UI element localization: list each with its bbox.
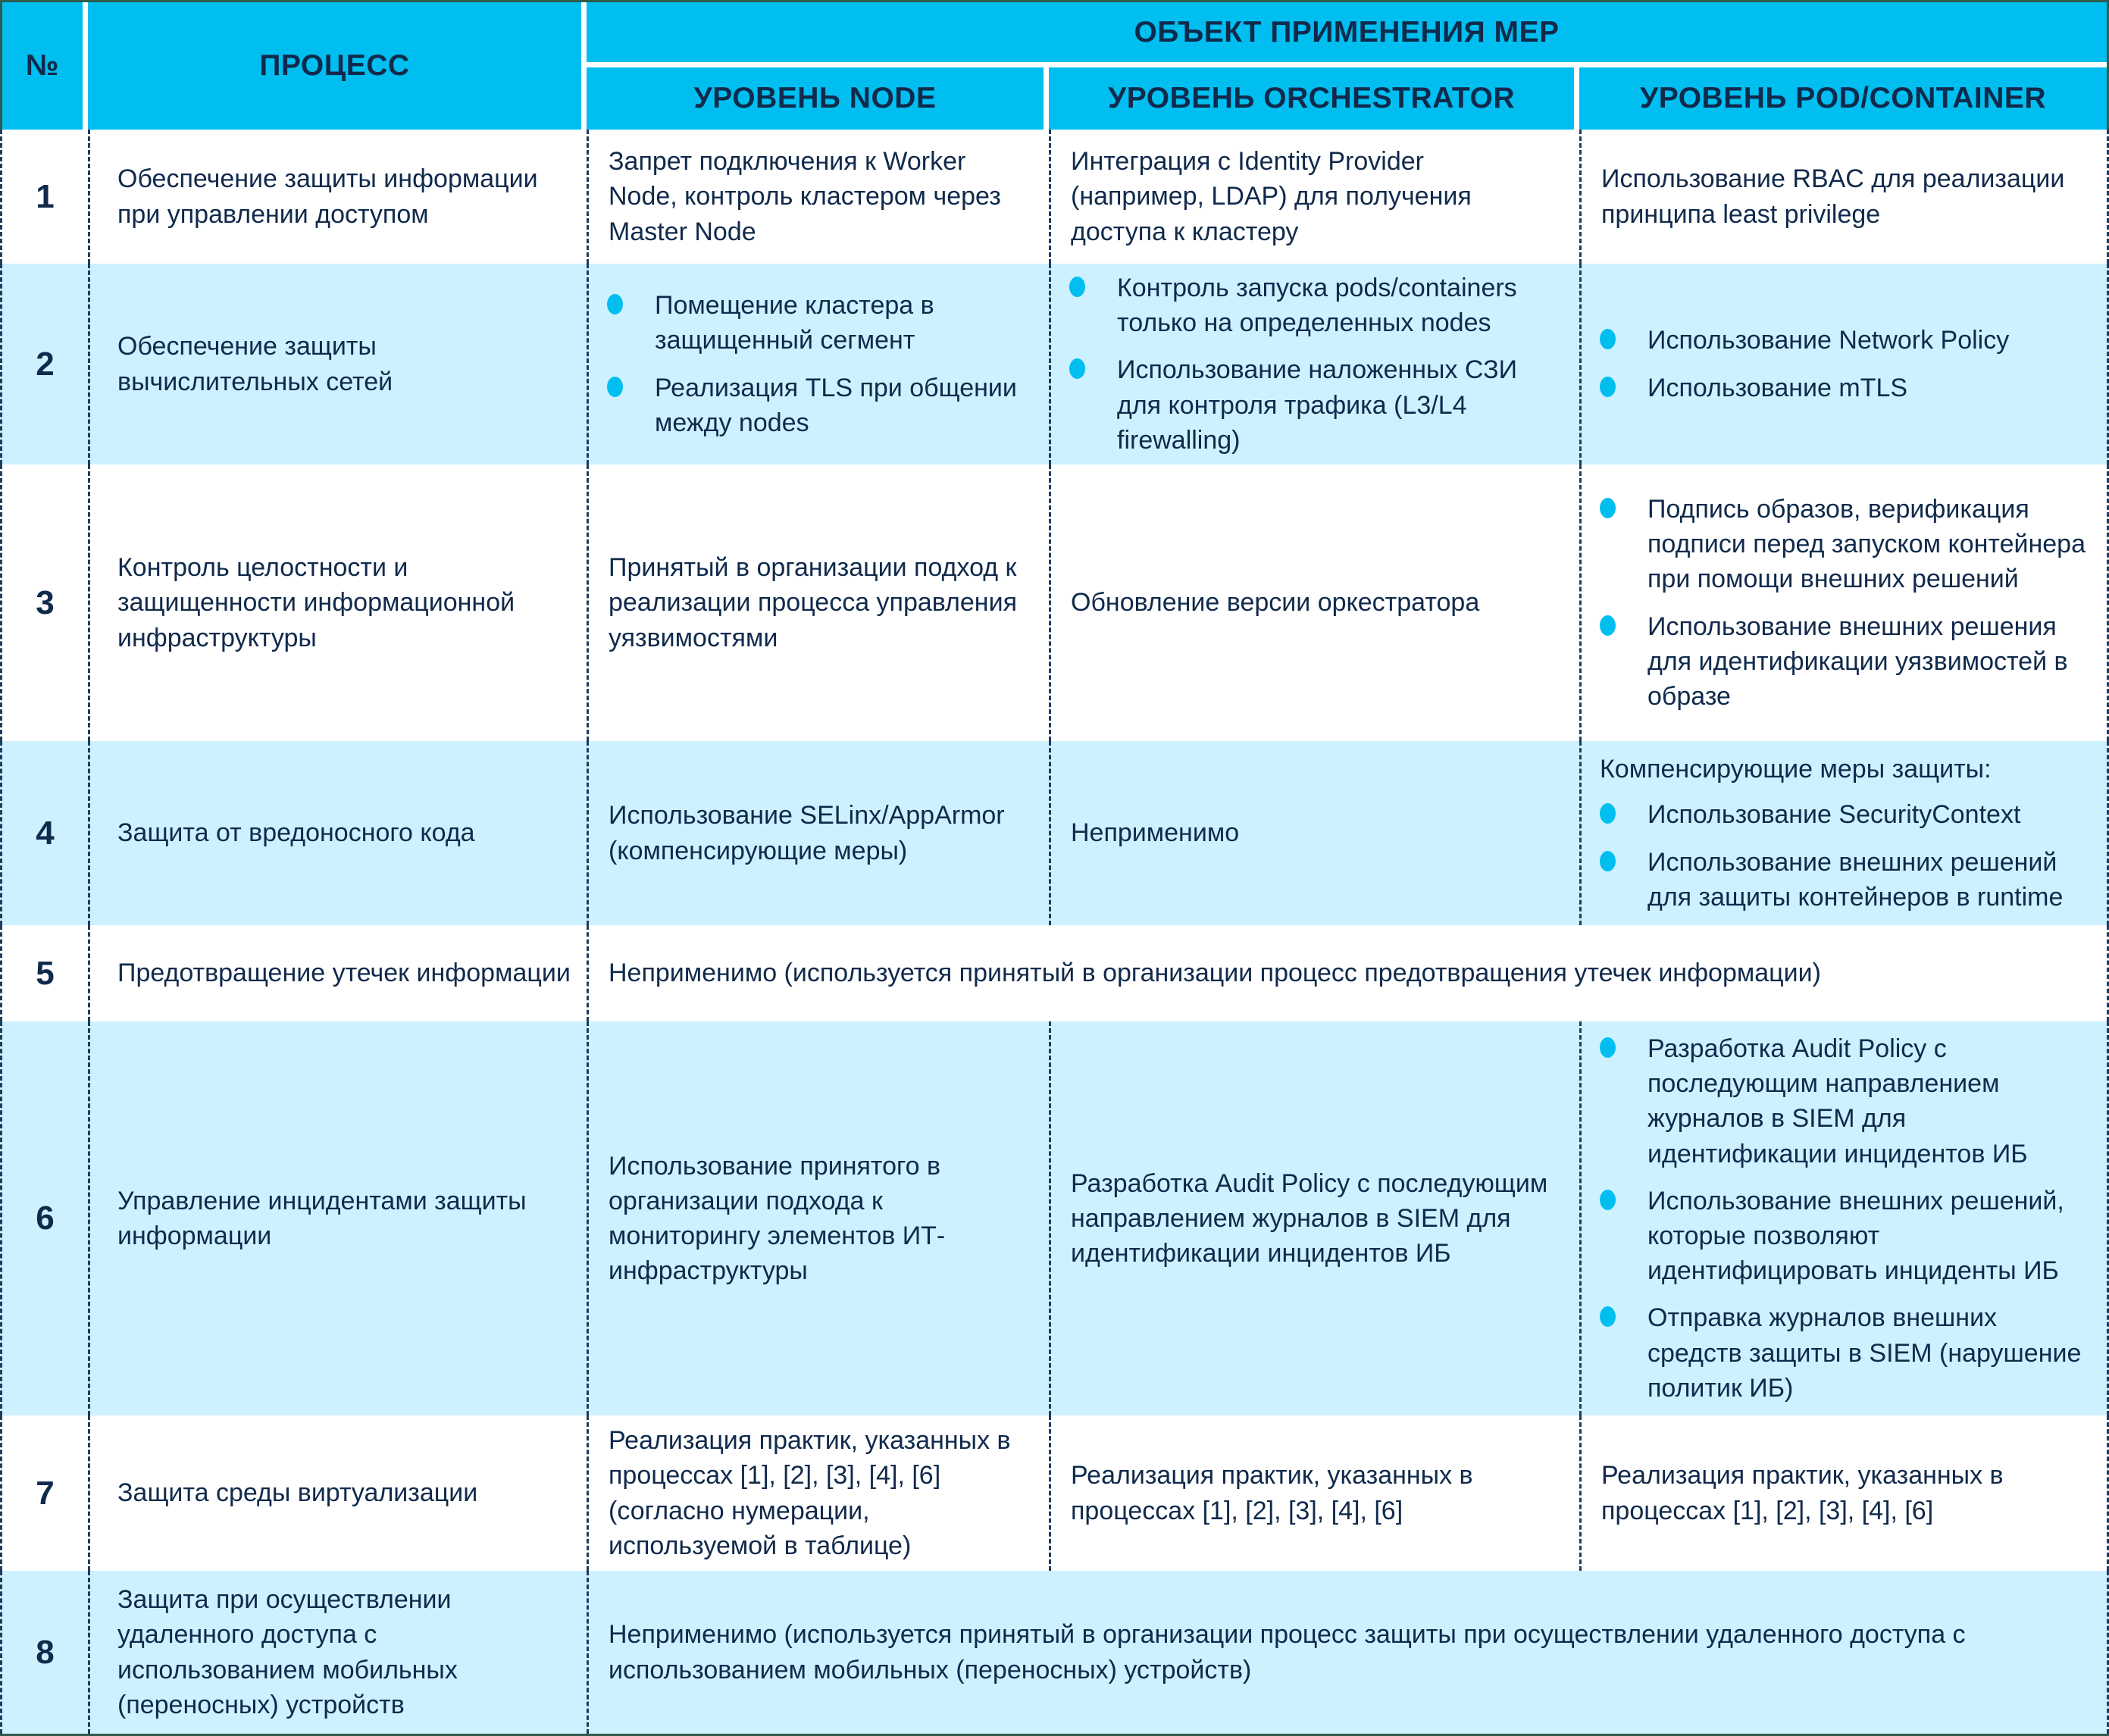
pod-cell: [1579, 1415, 2109, 1571]
orchestrator-text: Разработка Audit Policy с последующим направлением журналов в SIEM для идентификации инцидентов ИБ: [1071, 1168, 1548, 1268]
node-text: Принятый в организации подход к реализации процесса управления уязвимостями: [609, 553, 1017, 652]
process-text: Обеспечение защиты вычислительных сетей: [117, 332, 393, 396]
merged-cell: [587, 1571, 2109, 1734]
row-number: 6: [0, 1021, 88, 1415]
pod-block: [1582, 741, 2107, 925]
header-number: №: [2, 2, 88, 130]
bullet-text: Разработка Audit Policy с последующим направлением журналов в SIEM для идентификации инцидентов ИБ: [1647, 1034, 2028, 1168]
row-number: 1: [0, 130, 88, 264]
bullet-icon: [1600, 377, 1616, 397]
bullet-list: [1051, 260, 1579, 468]
bullet-icon: [1600, 1190, 1616, 1210]
bullet-icon: [1600, 803, 1616, 824]
process-cell: [88, 464, 587, 741]
process-cell: [88, 1415, 587, 1571]
process-cell: [88, 741, 587, 925]
process-cell: [88, 925, 587, 1021]
bullet-icon: [1600, 1037, 1616, 1058]
pod-text: Использование RBAC для реализации принципа least privilege: [1601, 164, 2065, 229]
bullet-text: Помещение кластера в защищенный сегмент: [655, 291, 934, 355]
bullet-icon: [1600, 498, 1616, 518]
process-text: Защита при осуществлении удаленного доступа с использованием мобильных (переносных) устройств: [117, 1585, 458, 1719]
node-cell: [587, 464, 1049, 741]
bullet-icon: [1600, 329, 1616, 349]
process-text: Контроль целостности и защищенности информационной инфраструктуры: [117, 553, 515, 652]
process-text: Предотвращение утечек информации: [117, 959, 571, 988]
process-text: Защита от вредоносного кода: [117, 818, 475, 848]
list-item: [1069, 271, 1567, 340]
orchestrator-cell: [1049, 130, 1579, 264]
pod-cell: [1579, 1021, 2109, 1415]
bullet-icon: [607, 377, 623, 397]
orchestrator-text: Обновление версии оркестратора: [1071, 588, 1480, 618]
node-text: Реализация практик, указанных в процессах [1], [2], [3], [4], [6] (согласно нумерации, используемой в таблице): [609, 1426, 1011, 1560]
bullet-list: [1582, 1021, 2107, 1416]
bullet-list: [1582, 312, 2107, 415]
orchestrator-cell: [1049, 741, 1579, 925]
orchestrator-cell: [1049, 1415, 1579, 1571]
merged-text: Неприменимо (используется принятый в организации процесс защиты при осуществлении удаленного доступа с использованием мобильных (переносных) устройств): [609, 1620, 1966, 1684]
header-level-node: УРОВЕНЬ NODE: [587, 67, 1049, 130]
bullet-text: Отправка журналов внешних средств защиты в SIEM (нарушение политик ИБ): [1647, 1303, 2082, 1403]
row-number: 3: [0, 464, 88, 741]
merged-text: Неприменимо (используется принятый в организации процесс предотвращения утечек информации): [609, 959, 1821, 988]
process-cell: [88, 1571, 587, 1734]
list-item: [1600, 1031, 2095, 1171]
bullet-text: Использование внешних решения для идентификации уязвимостей в образе: [1647, 612, 2068, 711]
list-item: [1069, 352, 1567, 458]
orchestrator-text: Интеграция с Identity Provider (например, LDAP) для получения доступа к кластеру: [1071, 147, 1472, 246]
bullet-icon: [607, 294, 623, 314]
header-group: ОБЪЕКТ ПРИМЕНЕНИЯ МЕР: [587, 2, 2107, 67]
node-cell: [587, 264, 1049, 464]
orchestrator-cell: [1049, 464, 1579, 741]
node-text: Использование SELinx/AppArmor (компенсирующие меры): [609, 801, 1005, 865]
bullet-text: Использование SecurityContext: [1647, 800, 2021, 830]
bullet-text: Использование внешних решений для защиты контейнеров в runtime: [1647, 847, 2064, 912]
orchestrator-cell: [1049, 1021, 1579, 1415]
process-cell: [88, 1021, 587, 1415]
row-number: 4: [0, 741, 88, 925]
node-text: Запрет подключения к Worker Node, контроль кластером через Master Node: [609, 147, 1001, 246]
merged-cell: [587, 925, 2109, 1021]
orchestrator-text: Неприменимо: [1071, 818, 1240, 848]
pod-cell: [1579, 264, 2109, 464]
list-item: [1600, 609, 2095, 715]
process-text: Защита среды виртуализации: [117, 1478, 478, 1508]
bullet-list: [589, 277, 1049, 451]
list-item: [1600, 797, 2095, 832]
list-item: [1600, 845, 2095, 915]
node-cell: [587, 741, 1049, 925]
pod-cell: [1579, 130, 2109, 264]
process-text: Управление инцидентами защиты информации: [117, 1186, 527, 1250]
row-number: 5: [0, 925, 88, 1021]
row-number: 8: [0, 1571, 88, 1734]
process-text: Обеспечение защиты информации при управлении доступом: [117, 164, 538, 229]
bullet-text: Использование mTLS: [1647, 373, 1908, 402]
list-item: [1600, 371, 2095, 405]
bullet-text: Использование внешних решений, которые позволяют идентифицировать инциденты ИБ: [1647, 1186, 2064, 1286]
bullet-text: Подпись образов, верификация подписи перед запуском контейнера при помощи внешних решений: [1647, 494, 2086, 594]
header-process: ПРОЦЕСС: [88, 2, 587, 130]
node-cell: [587, 130, 1049, 264]
orchestrator-text: Реализация практик, указанных в процессах [1], [2], [3], [4], [6]: [1071, 1461, 1473, 1525]
bullet-text: Использование наложенных СЗИ для контроля трафика (L3/L4 firewalling): [1117, 355, 1518, 455]
list-item: [1600, 323, 2095, 358]
list-item: [1600, 492, 2095, 597]
pod-text: Реализация практик, указанных в процессах [1], [2], [3], [4], [6]: [1601, 1461, 2004, 1525]
pod-cell: [1579, 741, 2109, 925]
header-level-orchestrator: УРОВЕНЬ ORCHESTRATOR: [1049, 67, 1579, 130]
list-item: [1600, 1300, 2095, 1406]
bullet-list: [1582, 797, 2107, 915]
bullet-text: Реализация TLS при общении между nodes: [655, 373, 1017, 437]
row-number: 2: [0, 264, 88, 464]
list-item: [1600, 1184, 2095, 1289]
node-cell: [587, 1021, 1049, 1415]
node-text: Использование принятого в организации подхода к мониторингу элементов ИТ-инфраструктуры: [609, 1151, 946, 1286]
pod-intro-text: Компенсирующие меры защиты:: [1600, 755, 1992, 784]
header-level-pod-container: УРОВЕНЬ POD/CONTAINER: [1579, 67, 2107, 130]
bullet-list: [1582, 481, 2107, 724]
process-cell: [88, 130, 587, 264]
list-item: [607, 371, 1037, 440]
row-number: 7: [0, 1415, 88, 1571]
bullet-text: Использование Network Policy: [1647, 326, 2010, 355]
bullet-icon: [1600, 615, 1616, 636]
list-item: [607, 288, 1037, 358]
orchestrator-cell: [1049, 264, 1579, 464]
node-cell: [587, 1415, 1049, 1571]
process-cell: [88, 264, 587, 464]
bullet-text: Контроль запуска pods/containers только на определенных nodes: [1117, 273, 1517, 338]
bullet-icon: [1600, 851, 1616, 871]
pod-cell: [1579, 464, 2109, 741]
bullet-icon: [1600, 1306, 1616, 1327]
bullet-icon: [1069, 358, 1085, 379]
bullet-icon: [1069, 277, 1085, 297]
